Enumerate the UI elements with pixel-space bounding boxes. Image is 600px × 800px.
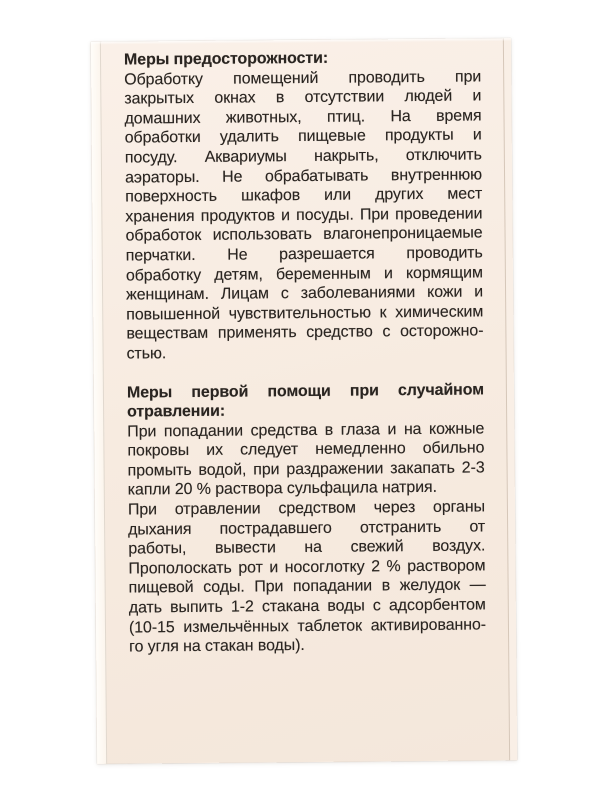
first-aid-heading: отравлении: xyxy=(127,402,226,421)
text-line: го угля на стакан воды). xyxy=(129,637,305,656)
text-line: Обработку помещений проводить при xyxy=(124,68,482,89)
text-line: посуду. Аквариумы накрыть, отключить xyxy=(124,146,482,167)
text-line: обработки удалить пищевые продукты и xyxy=(124,126,482,147)
precautions-heading: Меры предосторожности: xyxy=(123,49,329,69)
text-line: домашних животных, птиц. На время xyxy=(124,107,482,128)
text-line: перчатки. Не разрешается проводить xyxy=(125,244,483,265)
box-top-edge xyxy=(91,38,511,45)
text-line: повышенной чувствительностью к химическим xyxy=(126,303,484,324)
text-line: работы, вывести на свежий воздух. xyxy=(128,537,486,558)
text-line: (10-15 измельчённых таблеток активированно- xyxy=(128,616,487,637)
text-line: хранения продуктов и посуды. При проведении xyxy=(125,205,483,226)
text-line: При отравлении средством через органы xyxy=(127,498,486,519)
text-line: женщинам. Лицам с заболеваниями кожи и xyxy=(125,283,484,304)
label-text-panel xyxy=(124,47,486,657)
text-line: покровы их следует немедленно обильно xyxy=(127,439,485,460)
text-line: обработку детям, беременным и кормящим xyxy=(125,263,483,285)
text-line: промыть водой, при раздражении закапать 2-3 xyxy=(127,459,485,480)
text-line: При попадании средства в глаза и на кожные xyxy=(127,420,485,441)
text-line: Прополоскать рот и носоглотку 2 % раствором xyxy=(128,557,486,578)
text-line: аэраторы. Не обрабатывать внутреннюю xyxy=(124,166,483,187)
package-box xyxy=(91,38,517,764)
text-line: капли 20 % раствора сульфацила натрия. xyxy=(127,479,437,500)
box-left-edge xyxy=(91,42,107,764)
text-line: обработок использовать влагонепроницаемые xyxy=(125,224,483,245)
box-right-edge xyxy=(503,38,517,760)
first-aid-heading: Меры первой помощи при случайном xyxy=(126,380,484,402)
text-line: закрытых окнах в отсутствии людей и xyxy=(124,87,482,108)
text-line: пищевой соды. При попадании в желудок — xyxy=(128,576,486,597)
text-line: поверхность шкафов или других мест xyxy=(125,185,483,206)
text-line: дыхания пострадавшего отстранить от xyxy=(128,518,486,539)
text-line: стью. xyxy=(126,345,167,363)
text-line: веществам применять средство с осторожно- xyxy=(126,322,484,343)
text-line: дать выпить 1-2 стакана воды с адсорбентом xyxy=(128,596,486,617)
